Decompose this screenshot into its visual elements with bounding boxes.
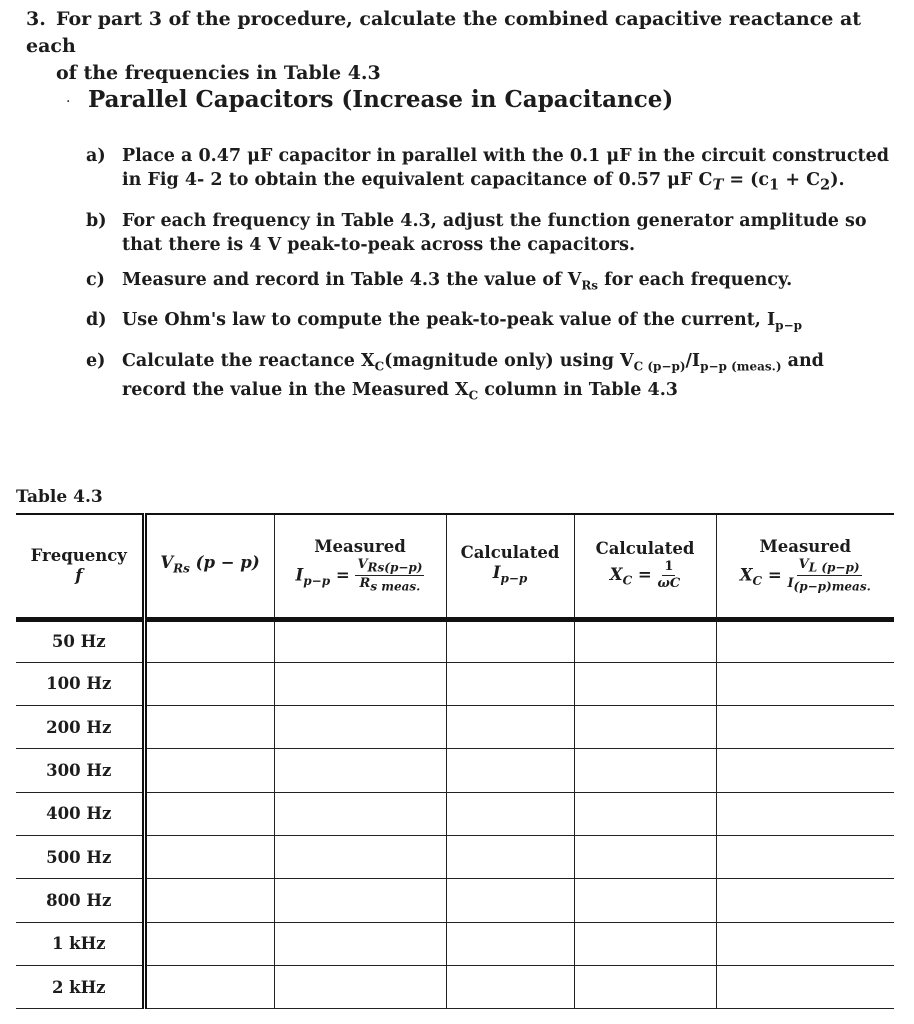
measured-xc-cell[interactable]: [716, 792, 894, 835]
step-c: [86, 268, 906, 298]
calculated-current-cell[interactable]: [446, 879, 574, 922]
measured-xc-cell[interactable]: [716, 662, 894, 705]
measured-current-cell[interactable]: [274, 619, 446, 662]
step-label: b): [86, 210, 107, 231]
calculated-current-cell[interactable]: [446, 792, 574, 835]
step-label: d): [86, 310, 107, 330]
vrs-cell[interactable]: [144, 792, 274, 835]
vrs-cell[interactable]: [144, 922, 274, 965]
procedure-steps: [86, 144, 906, 419]
step-c-text: Measure and record in Table 4.3 the value of $V_{Rs}$ for each frequency.: [122, 269, 793, 292]
table-row: [16, 835, 894, 878]
frequency-cell: 2 kHz: [16, 965, 144, 1008]
table-row: [16, 749, 894, 792]
calculated-xc-cell[interactable]: [574, 835, 716, 878]
step-label: a): [86, 146, 106, 166]
step-e-line-2: record the value in the Measured $X_C$ column in Table 4.3: [122, 380, 678, 403]
header-vrs: $V_{Rs}$ (p − p): [144, 514, 274, 619]
step-d-text: Use Ohm's law to compute the peak-to-peak value of the current, $I_{p-p}$: [122, 310, 803, 333]
frequency-cell: 400 Hz: [16, 792, 144, 835]
measured-current-cell[interactable]: [274, 922, 446, 965]
step-e: [86, 349, 906, 408]
measured-xc-cell[interactable]: [716, 749, 894, 792]
header-measured-xc: Measured $X_C$ = $\frac{V_{L (p-p)}}{I_{(p-p)meas.}}$: [739, 536, 871, 594]
calculated-xc-cell[interactable]: [574, 619, 716, 662]
calculated-xc-cell[interactable]: [574, 922, 716, 965]
measured-current-cell[interactable]: [274, 792, 446, 835]
question-number: 3.: [26, 8, 46, 30]
table-row: [16, 792, 894, 835]
measured-current-cell[interactable]: [274, 965, 446, 1008]
calculated-current-cell[interactable]: [446, 619, 574, 662]
table-row: [16, 922, 894, 965]
header-measured-current: Measured $I_{p-p}$ = $\frac{V_{Rs(p-p)}}{R_{s meas.}}$: [274, 514, 446, 619]
calculated-xc-cell[interactable]: [574, 792, 716, 835]
measured-xc-cell[interactable]: [716, 879, 894, 922]
measured-xc-cell[interactable]: [716, 619, 894, 662]
calculated-current-cell[interactable]: [446, 706, 574, 749]
measured-current-cell[interactable]: [274, 879, 446, 922]
measured-xc-cell[interactable]: [716, 835, 894, 878]
table-header-row: [16, 514, 894, 619]
question-line-1: For part 3 of the procedure, calculate the combined capacitive reactance at each: [26, 8, 862, 57]
measured-xc-cell[interactable]: [716, 706, 894, 749]
vrs-cell[interactable]: [144, 835, 274, 878]
question-3: [26, 6, 886, 87]
table-row: [16, 619, 894, 662]
calculated-xc-cell[interactable]: [574, 879, 716, 922]
calculated-xc-cell[interactable]: [574, 706, 716, 749]
step-a-line-1: Place a 0.47 μF capacitor in parallel with the 0.1 μF in the circuit constructed: [122, 146, 889, 166]
question-line-2: of the frequencies in Table 4.3: [56, 62, 381, 84]
calculated-xc-cell[interactable]: [574, 965, 716, 1008]
step-b: [86, 209, 906, 257]
calculated-current-cell[interactable]: [446, 922, 574, 965]
calculated-xc-cell[interactable]: [574, 749, 716, 792]
frequency-cell: 100 Hz: [16, 662, 144, 705]
step-b-line-1: For each frequency in Table 4.3, adjust the function generator amplitude so: [122, 210, 867, 231]
step-b-line-2: that there is 4 V peak-to-peak across the capacitors.: [122, 234, 636, 255]
measured-current-cell[interactable]: [274, 835, 446, 878]
vrs-cell[interactable]: [144, 706, 274, 749]
step-a: [86, 144, 906, 198]
table-row: [16, 965, 894, 1008]
frequency-cell: 800 Hz: [16, 879, 144, 922]
step-d: [86, 308, 906, 338]
vrs-cell[interactable]: [144, 662, 274, 705]
measured-current-cell[interactable]: [274, 706, 446, 749]
section-title: Parallel Capacitors (Increase in Capacitance): [88, 86, 674, 113]
step-label: e): [86, 350, 106, 371]
data-table: [16, 513, 894, 1009]
calculated-current-cell[interactable]: [446, 662, 574, 705]
measured-current-cell[interactable]: [274, 749, 446, 792]
vrs-cell[interactable]: [144, 965, 274, 1008]
table-row: [16, 706, 894, 749]
vrs-cell[interactable]: [144, 619, 274, 662]
frequency-cell: 50 Hz: [16, 619, 144, 662]
vrs-cell[interactable]: [144, 749, 274, 792]
frequency-cell: 1 kHz: [16, 922, 144, 965]
step-e-line-1: Calculate the reactance $X_C(magnitude$ only) using $V_{C (p-p)}/I_{p-p (meas.)}$ and: [122, 350, 824, 373]
step-a-line-2: in Fig 4- 2 to obtain the equivalent capacitance of 0.57 μF $C_T = (c_1 + C_2)$.: [122, 170, 845, 194]
calculated-xc-cell[interactable]: [574, 662, 716, 705]
table-row: [16, 879, 894, 922]
header-calculated-xc: Calculated $X_C$ = $\frac{1}{\omega C}$: [574, 514, 716, 619]
section-bullet: .: [66, 90, 71, 106]
header-calculated-current: Calculated $I_{p-p}$: [446, 514, 574, 619]
step-label: c): [86, 269, 105, 290]
calculated-current-cell[interactable]: [446, 835, 574, 878]
calculated-current-cell[interactable]: [446, 749, 574, 792]
vrs-cell[interactable]: [144, 879, 274, 922]
measured-current-cell[interactable]: [274, 662, 446, 705]
frequency-cell: 300 Hz: [16, 749, 144, 792]
frequency-cell: 200 Hz: [16, 706, 144, 749]
header-frequency: Frequency f: [16, 514, 144, 619]
table-row: [16, 662, 894, 705]
frequency-cell: 500 Hz: [16, 835, 144, 878]
measured-xc-cell[interactable]: [716, 965, 894, 1008]
table-caption: Table 4.3: [16, 487, 103, 507]
measured-xc-cell[interactable]: [716, 922, 894, 965]
calculated-current-cell[interactable]: [446, 965, 574, 1008]
